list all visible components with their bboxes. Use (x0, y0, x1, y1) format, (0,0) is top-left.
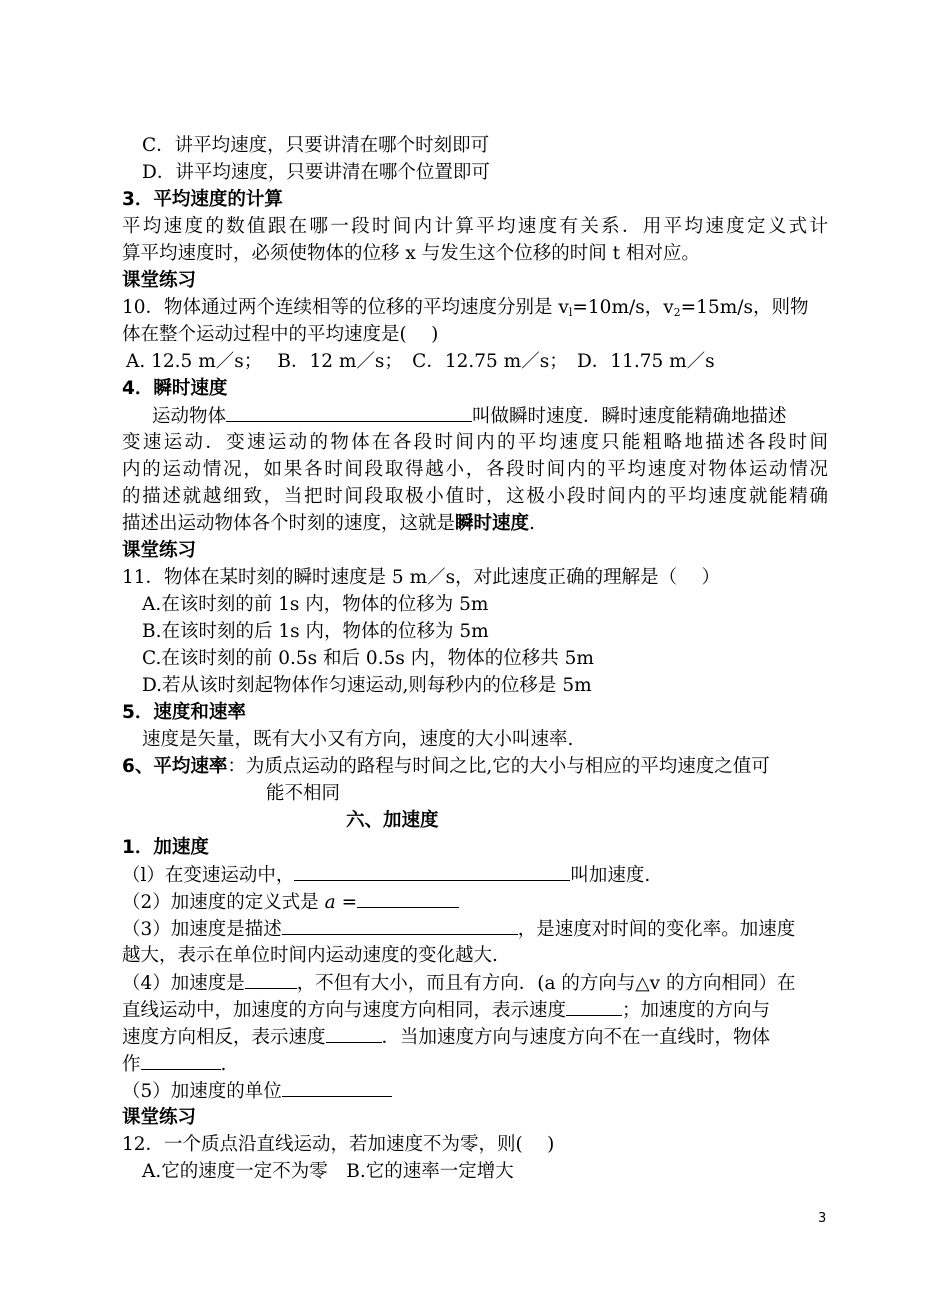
fill-blank[interactable] (282, 916, 518, 935)
fill-blank[interactable] (226, 403, 472, 422)
option-d-line: D．讲平均速度，只要讲清在哪个位置即可 (142, 162, 490, 183)
paragraph-line: 平均速度的数值跟在哪一段时间内计算平均速度有关系．用平均速度定义式计 (122, 216, 828, 237)
heading-instantaneous-velocity: 4．瞬时速度 (122, 378, 228, 399)
question-10-line: 体在整个运动过程中的平均速度是( ) (122, 324, 439, 345)
acceleration-item-5: （5）加速度的单位 (122, 1078, 392, 1105)
fill-blank[interactable] (141, 1051, 221, 1070)
average-speed-definition: 6、平均速率：为质点运动的路程与时间之比,它的大小与相应的平均速度之值可 (122, 756, 770, 777)
acceleration-item-3: （3）加速度是描述 ，是速度对时间的变化率。加速度 (122, 916, 795, 943)
heading-classroom-practice: 课堂练习 (122, 1107, 197, 1128)
fill-blank[interactable] (566, 997, 622, 1016)
heading-classroom-practice: 课堂练习 (122, 540, 197, 561)
paragraph-line: 速度是矢量，既有大小又有方向，速度的大小叫速率. (142, 729, 574, 750)
question-11-option-b: B.在该时刻的后 1s 内，物体的位移为 5m (142, 621, 489, 642)
question-12-line: 12．一个质点沿直线运动，若加速度不为零，则( ) (122, 1134, 555, 1155)
question-11-line: 11．物体在某时刻的瞬时速度是 5 m／s，对此速度正确的理解是（ ） (122, 567, 720, 588)
paragraph-line: 能不相同 (266, 783, 341, 804)
heading-acceleration: 1．加速度 (122, 837, 209, 858)
heading-classroom-practice: 课堂练习 (122, 270, 197, 291)
option-c-line: C．讲平均速度，只要讲清在哪个时刻即可 (142, 135, 490, 156)
fill-blank[interactable] (245, 970, 297, 989)
heading-velocity-and-speed: 5．速度和速率 (122, 702, 246, 723)
paragraph-line: 直线运动中，加速度的方向与速度方向相同，表示速度 ；加速度的方向与 (122, 997, 770, 1024)
question-11-option-a: A.在该时刻的前 1s 内，物体的位移为 5m (142, 594, 489, 615)
heading-average-velocity-calc: 3．平均速度的计算 (122, 189, 283, 210)
question-10-line: 10．物体通过两个连续相等的位移的平均速度分别是 $v_l=10m/s$，$v_2=15m/s$，则物 (122, 297, 809, 319)
paragraph-line: 描述出运动物体各个时刻的速度，这就是瞬时速度. (122, 513, 535, 534)
fill-blank[interactable] (326, 1024, 382, 1043)
paragraph-line: 运动物体 叫做瞬时速度．瞬时速度能精确地描述 (152, 403, 787, 430)
acceleration-item-1: （l）在变速运动中， 叫加速度. (122, 862, 650, 889)
question-11-option-d: D.若从该时刻起物体作匀速运动,则每秒内的位移是 5m (142, 675, 592, 696)
paragraph-line: 算平均速度时，必须使物体的位移 x 与发生这个位移的时间 t 相对应。 (122, 243, 700, 264)
fill-blank[interactable] (357, 889, 459, 908)
paragraph-line: 变速运动．变速运动的物体在各段时间内的平均速度只能粗略地描述各段时间 (122, 432, 828, 453)
fill-blank[interactable] (294, 862, 570, 881)
question-11-option-c: C.在该时刻的前 0.5s 和后 0.5s 内，物体的位移共 5m (142, 648, 594, 669)
question-10-options: A. 12.5 m／s； B．12 m／s； C．12.75 m／s； D．11.75 m／s (126, 351, 715, 372)
acceleration-item-4: （4）加速度是 ，不但有大小，而且有方向．(a 的方向与△v 的方向相同）在 (122, 970, 795, 997)
acceleration-item-2: （2）加速度的定义式是 a = (122, 889, 459, 916)
question-12-options: A.它的速度一定不为零 B.它的速率一定增大 (142, 1161, 514, 1182)
paragraph-line: 速度方向相反，表示速度 ．当加速度方向与速度方向不在一直线时，物体 (122, 1024, 770, 1051)
section-title-acceleration: 六、加速度 (346, 810, 439, 831)
paragraph-line: 越大，表示在单位时间内运动速度的变化越大. (122, 945, 498, 966)
paragraph-line: 作 . (122, 1051, 226, 1078)
paragraph-line: 的描述就越细致，当把时间段取极小值时，这极小段时间内的平均速度就能精确 (122, 486, 828, 507)
page-number: 3 (818, 1211, 827, 1226)
fill-blank[interactable] (282, 1078, 392, 1097)
paragraph-line: 内的运动情况，如果各时间段取得越小，各段时间内的平均速度对物体运动情况 (122, 459, 828, 480)
